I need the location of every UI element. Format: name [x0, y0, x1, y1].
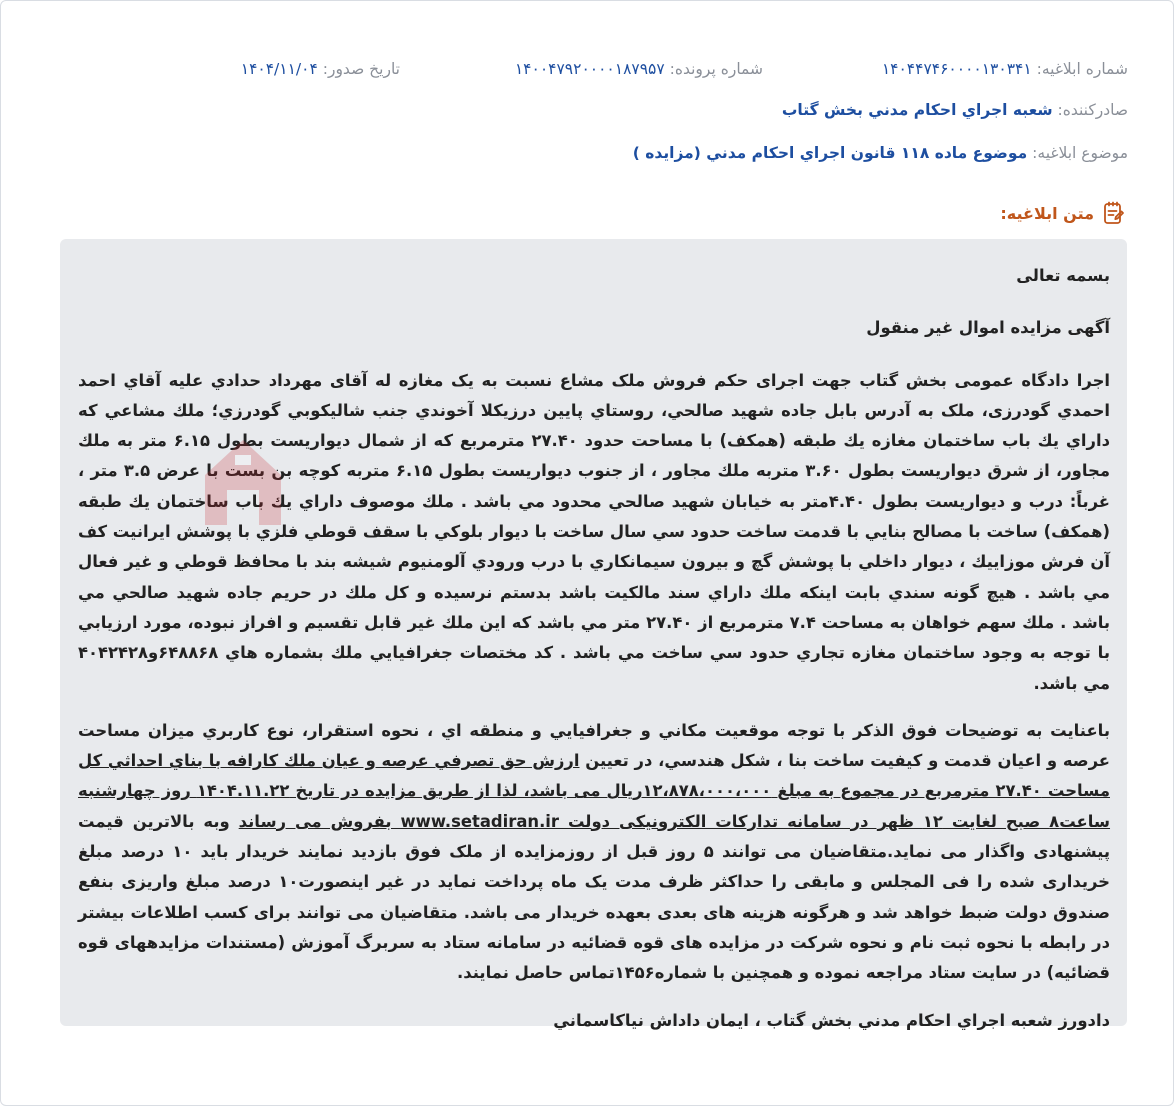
notice-body-box — [60, 239, 1127, 1030]
notice-greeting: بسمه تعالی — [1016, 266, 1110, 285]
issuer-value: شعبه اجراي احكام مدني بخش گتاب — [781, 101, 1053, 119]
notice-number-label: شماره ابلاغیه: — [1036, 60, 1128, 78]
notice-body — [78, 261, 1110, 1036]
notice-signature: دادورز شعبه اجراي احكام مدني بخش گتاب ، ايمان داداش نياكاسماني — [553, 1010, 1110, 1030]
issue-date-value: ۱۴۰۴/۱۱/۰۴ — [240, 60, 318, 78]
auction-text-rest: وبه بالاترین قیمت پیشنهادی واگذار می نماید.متقاضیان می توانند ۵ روز قبل از روزمزایده از ملک فوق بازدید نمایند خریدار باید ۱۰ درصد مبلغ خریداری شده را فی المجلس و مابقی را حداکثر ظرف مدت یک ماه پرداخت نماید در غیر اینصورت۱۰ درصد مبلغ واریزی بنفع صندوق دولت ضبط خواهد شد و هرگونه هزینه های بعدی بعهده خریدار می باشد. متقاضیان می توانند برای کسب اطلاعات بیشتر در رابطه با نحوه ثبت نام و نحوه شرکت در مزایده های قوه قضائیه در سامانه ستاد به سربرگ آموزش (مستندات مزایدههای قوه قضائیه) در سایت ستاد مراجعه نموده و همچنین با شماره۱۴۵۶تماس حاصل نمایند. — [78, 811, 1111, 983]
notice-number-value: ۱۴۰۴۴۷۴۶۰۰۰۰۱۳۰۳۴۱ — [881, 60, 1032, 78]
issuer-label: صادرکننده: — [1057, 101, 1128, 119]
notice-paragraph-auction — [78, 716, 1110, 989]
meta-row-subject — [46, 141, 1128, 165]
subject-label: موضوع ابلاغیه: — [1032, 144, 1128, 162]
issue-date-label: تاریخ صدور: — [322, 60, 400, 78]
auction-text-underlined: ارزش حق تصرفي عرصه و عيان ملك كارافه با بناي احداثي كل مساحت ۲۷.۴۰ مترمربع در مجموع به مبلغ ۱۲،۸۷۸،۰۰۰،۰۰۰ريال می باشد، لذا از طریق مزایده در تاریخ ۱۴۰۴.۱۱.۲۲ روز چهارشنبه ساعت۸ صبح لغایت ۱۲ ظهر در سامانه تدارکات الکترونیکی دولت www.setadiran.ir بفروش می رساند — [78, 751, 1111, 831]
notice-text-title: متن ابلاغیه: — [1000, 203, 1094, 223]
case-number-label: شماره پرونده: — [669, 60, 763, 78]
case-number — [515, 57, 763, 81]
notice-paragraph-property: اجرا دادگاه عمومی بخش گتاب جهت اجرای حکم فروش ملک مشاع نسبت به یک مغازه له آقای مهرداد حدادي عليه آقاي احمد احمدي گودرزی، ملک به آدرس بابل جاده شهيد صالحي، روستاي پايين درزيكلا آخوندي جنب شاليكوبي گودرزي؛ ملك مشاعي كه داراي يك باب ساختمان مغازه يك طبقه (همكف) با مساحت حدود ۲۷.۴۰ مترمربع كه از شمال ديواريست بطول ۶.۱۵ متر به ملك مجاور، از شرق ديواريست بطول ۳.۶۰ متربه ملك مجاور ، از جنوب ديواريست بطول ۶.۱۵ متربه كوچه بن بست با عرض ۳.۵ متر ، غرباً: درب و ديواريست بطول ۴.۴۰متر به خيابان شهيد صالحي محدود مي باشد . ملك موصوف داراي يك باب ساختمان يك طبقه (همكف) ساخت با مصالح بنايي با قدمت ساخت حدود سي سال ساخت با ديوار بلوكي با سقف قوطي فلزي با پوشش ايرانيت كف آن فرش موزاييك ، ديوار داخلي با پوشش گچ و بيرون سيمانكاري با درب ورودي آلومنيوم شيشه بند با محافظ قوطي و غير فعال مي باشد . هيچ گونه سندي بابت اينكه ملك داراي سند مالكيت باشد بدستم نرسيده و كل ملك در حريم جاده شهيد صالحي مي باشد . ملك سهم خواهان به مساحت ۷.۴ مترمربع از ۲۷.۴۰ متر مي باشد كه اين ملك غير قابل تقسيم و افراز نبوده، مورد ارزيابي با توجه به وجود ساختمان مغازه تجاري حدود سي ساخت مي باشد . كد مختصات جغرافيايي ملك بشماره هاي ۶۴۸۸۶۸و۴۰۴۲۴۲۸ مي باشد. — [78, 370, 1111, 693]
case-number-value: ۱۴۰۰۴۷۹۲۰۰۰۰۱۸۷۹۵۷ — [514, 60, 665, 78]
auction-text-intro: باعنايت به توضيحات فوق الذكر با توجه موقعيت مكاني و جغرافيايي و منطقه اي ، نحوه استقرار، نوع كاربري ميزان مساحت عرصه و اعيان قدمت و كيفيت ساخت بنا ، شكل هندسي، در تعيين — [78, 720, 1111, 771]
notice-text-header — [1000, 200, 1126, 226]
notice-heading: آگهی مزایده اموال غیر منقول — [866, 318, 1110, 338]
subject-value: موضوع ماده ۱۱۸ قانون اجراي احكام مدني (مزايده ) — [632, 144, 1028, 162]
meta-row-issuer — [46, 98, 1128, 122]
issue-date — [241, 57, 400, 81]
document-edit-icon — [1102, 200, 1126, 226]
notice-number — [882, 57, 1128, 81]
